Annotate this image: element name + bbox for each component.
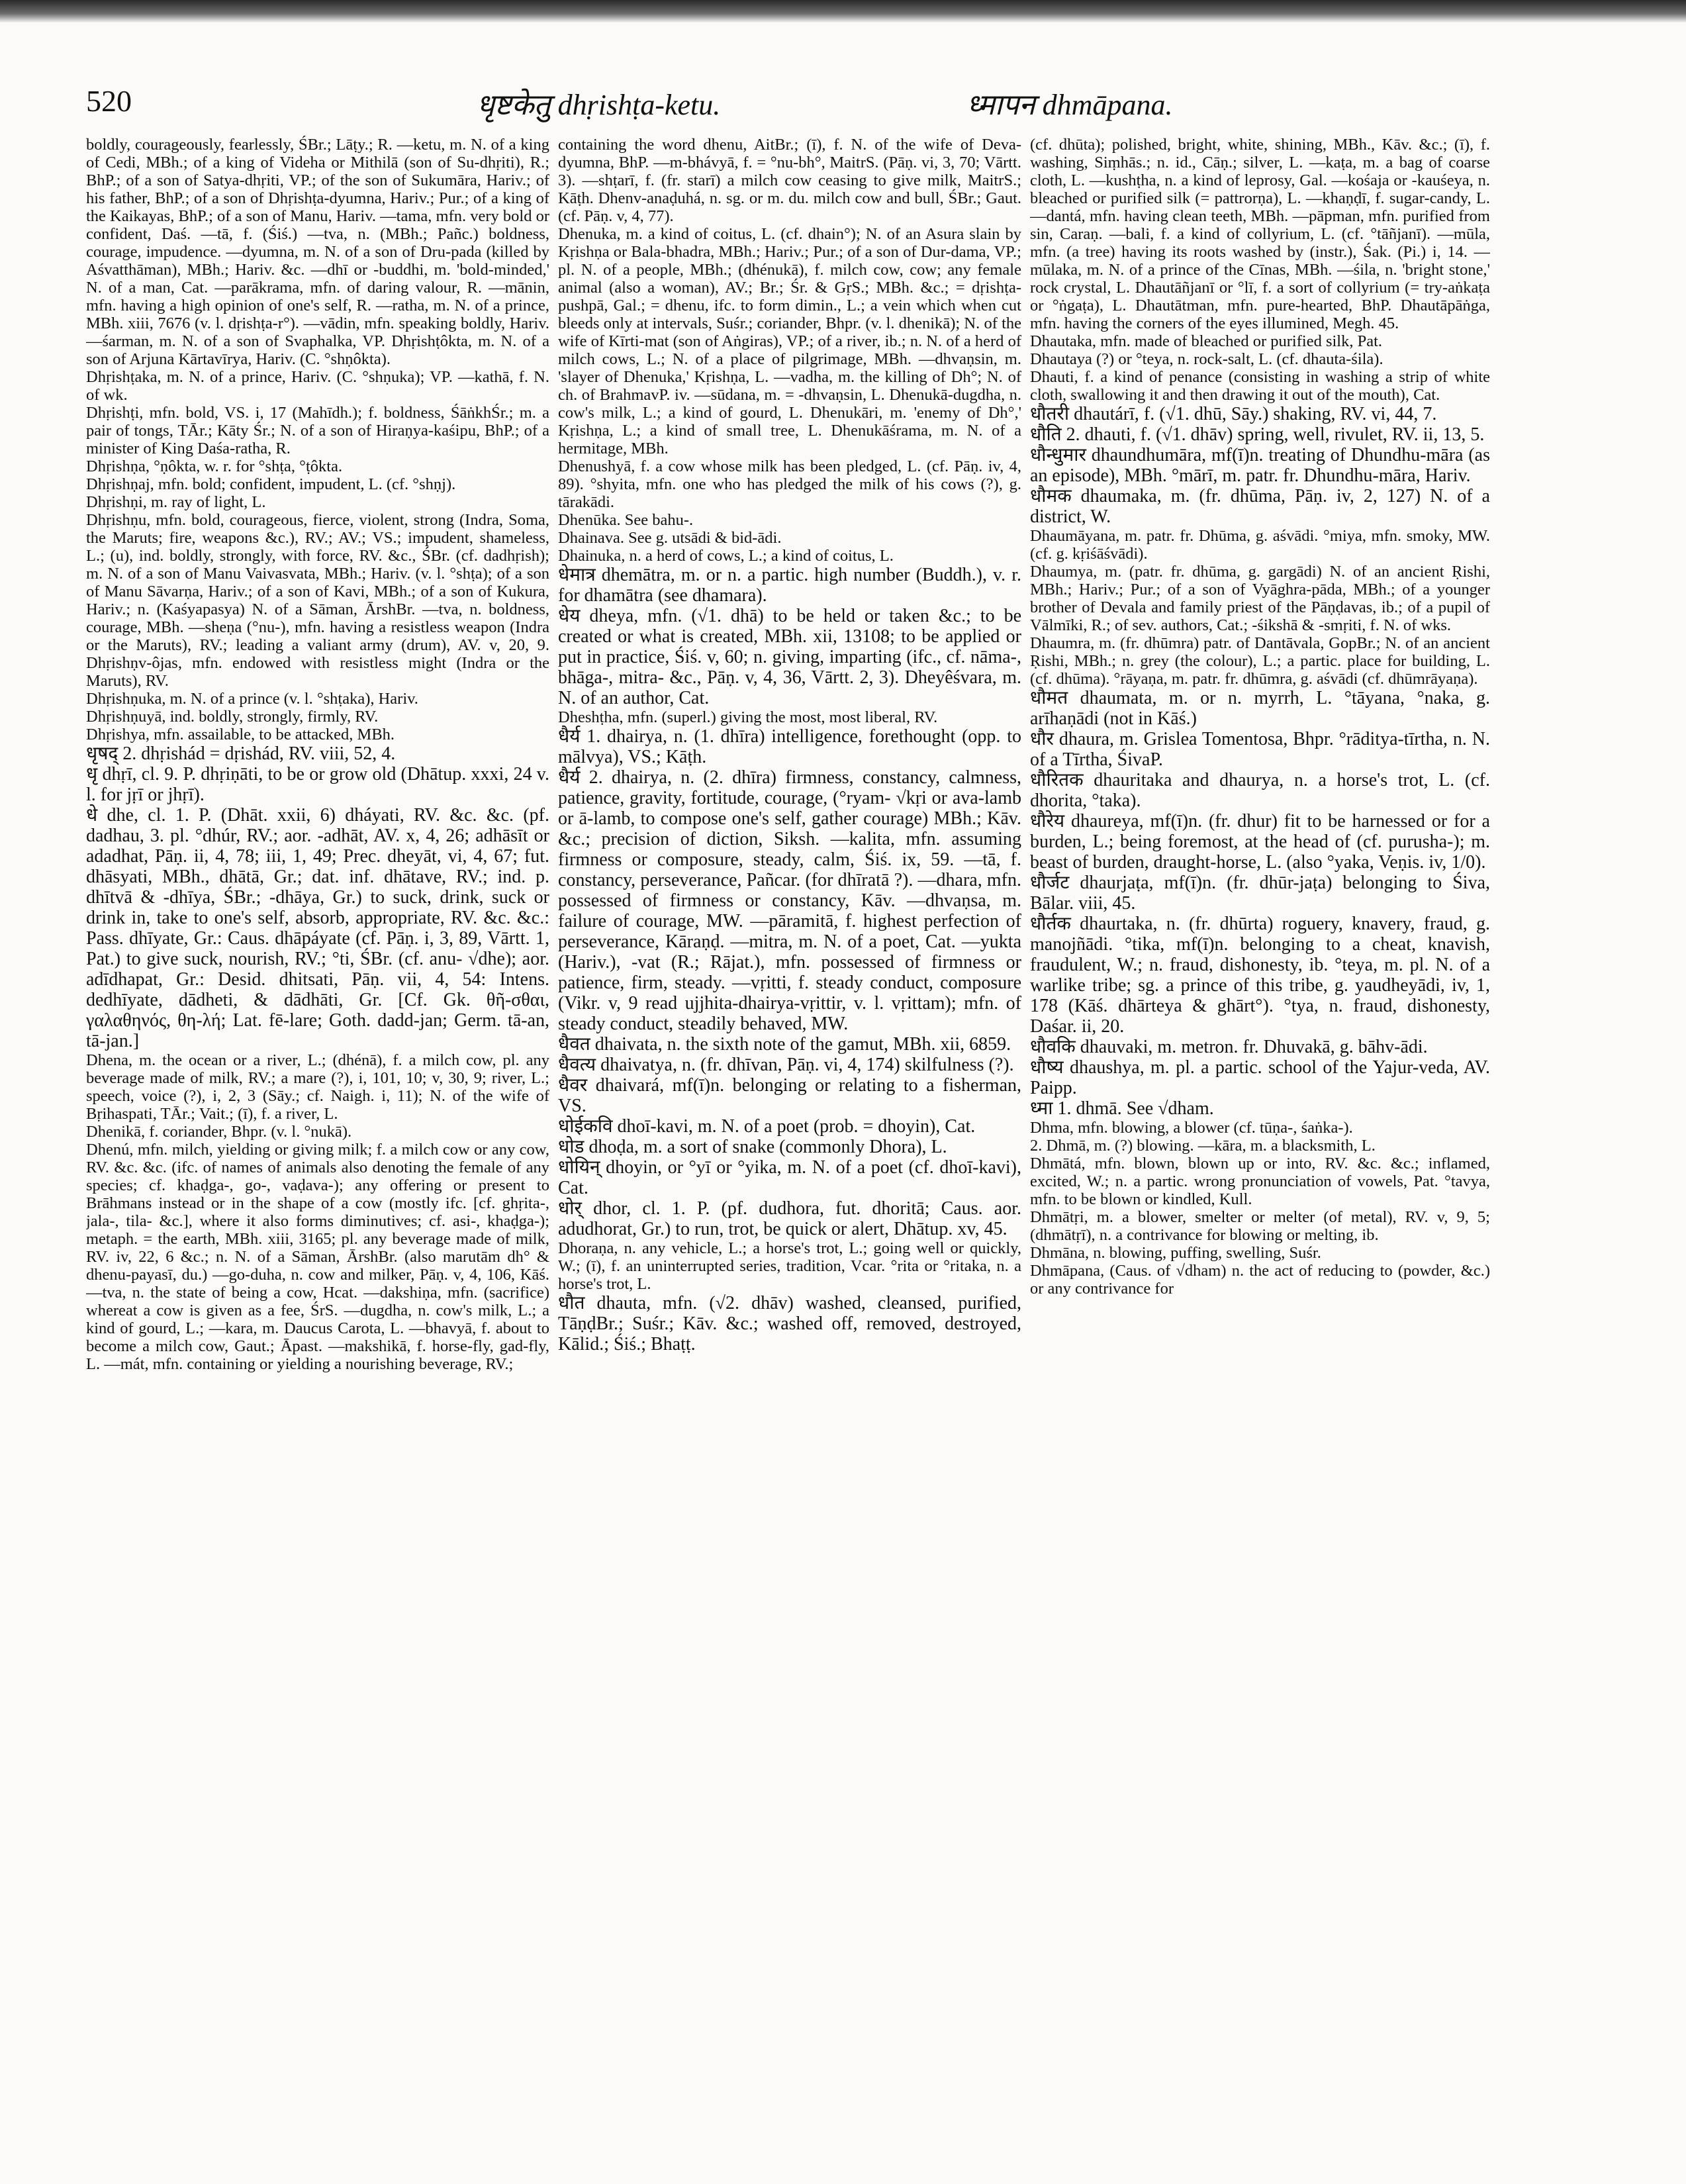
right-running-head: ध्मापन dhmāpana. [966,89,1173,121]
dictionary-entry: धौर dhaura, m. Grislea Tomentosa, Bhpr. °rāditya-tīrtha, n. N. of a Tīrtha, ŚivaP. [1030,729,1490,770]
dictionary-entry: Dhmātá, mfn. blown, blown up or into, RV. &c. &c.; inflamed, excited, W.; n. a partic. wrong pronunciation of vowels, Pat. °tavya, mfn. to be blown or kindled, Kull. [1030,1155,1490,1208]
dictionary-entry: boldly, courageously, fearlessly, ŚBr.; Lāṭy.; R. —ketu, m. N. of a king of Cedi, MBh.; of a king of Videha or Mithilā (son of Su-dhṛiti), R.; BhP.; of a son of Satya-dhṛiti, VP.; of the son of Sukumāra, Hariv.; of his father, BhP.; of a son of Dhṛishṭa-dyumna, Hariv.; Pur.; of a king of the Kaikayas, BhP.; of a son of Manu, Hariv. —tama, mfn. very bold or confident, Daś. —tā, f. (Śiś.) —tva, n. (MBh.; Pañc.) boldness, courage, impudence. —dyumna, m. N. of a son of Dru-pada (killed by Aśvatthāman), MBh.; Hariv. &c. —dhī or -buddhi, m. 'bold-minded,' N. of a man, Cat. —parākrama, mfn. of daring valour, R. —mānin, mfn. having a high opinion of one's self, R. —ratha, m. N. of a prince, MBh. xiii, 7676 (v. l. dṛishṭa-r°). —vādin, mfn. speaking boldly, Hariv. —śarman, m. N. of a son of Svaphalka, VP. Dhṛishṭôkta, m. N. of a son of Arjuna Kārtavīrya, Hariv. (C. °shṇôkta). [86,136,549,368]
dictionary-entry: Dhma, mfn. blowing, a blower (cf. tūṇa-, śaṅka-). [1030,1119,1353,1137]
dictionary-entry: 2. Dhmā, m. (?) blowing. —kāra, m. a blacksmith, L. [1030,1137,1376,1155]
dictionary-entry: containing the word dhenu, AitBr.; (ī), f. N. of the wife of Deva-dyumna, BhP. —m-bhávyā, f. = °nu-bh°, MaitrS. (Pāṇ. vi, 3, 70; Vārtt. 3). —shṭarī, f. (fr. starī) a milch cow ceasing to give milk, MaitrS.; Kāṭh. Dhenv-anaḍuhá, n. sg. or m. du. milch cow and bull, ŚBr.; Gaut. (cf. Pāṇ. v, 4, 77). [558,136,1021,225]
dictionary-entry: धौमत dhaumata, m. or n. myrrh, L. °tāyana, °naka, g. arīhaṇādi (not in Kāś.) [1030,688,1490,729]
dictionary-entry: धैवत्य dhaivatya, n. (fr. dhīvan, Pāṇ. vi, 4, 174) skilfulness (?). [558,1055,1014,1075]
dictionary-entry: (cf. dhūta); polished, bright, white, shining, MBh., Kāv. &c.; (ī), f. washing, Siṃhās.; n. id., Cāṇ.; silver, L. —kaṭa, m. a bag of coarse cloth, L. —kushṭha, n. a kind of leprosy, Gal. —kośaja or -kauśeya, n. bleached or purified silk (= pattrorṇa), L. —khaṇḍī, f. sugar-candy, L. —dantá, mfn. having clean teeth, MBh. —pāpman, mfn. purified from sin, Caraṇ. —bali, f. a kind of collyrium, L. (cf. °tāñjanī). —mūla, mfn. (a tree) having its roots washed by (instr.), Śak. (Pi.) i, 14. —mūlaka, m. N. of a prince of the Cīnas, MBh. —śila, n. 'bright stone,' rock crystal, L. Dhautāñjanī or °lī, f. a sort of collyrium (= try-aṅkaṭa or °ṅgaṭa), L. Dhautātman, mfn. pure-hearted, BhP. Dhautāpāṅga, mfn. having the corners of the eyes illumined, Megh. 45. [1030,136,1490,332]
dictionary-entry: Dhaumāyana, m. patr. fr. Dhūma, g. aśvādi. °miya, mfn. smoky, MW. (cf. g. kṛiśāśvādi). [1030,527,1490,563]
dictionary-entry: धौत dhauta, mfn. (√2. dhāv) washed, cleansed, purified, TāṇḍBr.; Suśr.; Kāv. &c.; washed off, removed, destroyed, Kālid.; Śiś.; Bhaṭṭ. [558,1293,1021,1354]
column-3 [1030,136,1490,2161]
dictionary-entry: धौति 2. dhauti, f. (√1. dhāv) spring, well, rivulet, RV. ii, 13, 5. [1030,424,1485,445]
dictionary-entry: धैर्य 1. dhairya, n. (1. dhīra) intelligence, forethought (opp. to mālvya), VS.; Kāṭh. [558,726,1021,767]
dictionary-entry: Dhṛishṇu, mfn. bold, courageous, fierce, violent, strong (Indra, Soma, the Maruts; fire, weapons &c.), RV.; AV.; VS.; impudent, shameless, L.; (u), ind. boldly, strongly, with force, RV. &c., ŚBr. (cf. dadhṛish); m. N. of a son of Manu Vaivasvata, MBh.; Hariv. (v. l. °shṭa); of a son of Manu Sāvarṇa, Hariv.; of a son of Kavi, MBh.; of a son of Kukura, Hariv.; n. (Kaśyapasya) N. of a Sāman, ĀrshBr. —tva, n. boldness, courage, MBh. —sheṇa (°nu-), mfn. having a resistless weapon (Indra or the Maruts), RV.; leading a valiant army (drum), AV. v, 20, 9. Dhṛishṇv-ôjas, mfn. endowed with resistless might (Indra or the Maruts), RV. [86,511,549,690]
dictionary-entry: Dhmāna, n. blowing, puffing, swelling, Suśr. [1030,1244,1321,1262]
dictionary-entry: धोयिन् dhoyin, or °yī or °yika, m. N. of a poet (cf. dhoī-kavi), Cat. [558,1157,1021,1198]
dictionary-entry: धैवत dhaivata, n. the sixth note of the gamut, MBh. xii, 6859. [558,1034,1011,1055]
dictionary-entry: धे dhe, cl. 1. P. (Dhāt. xxii, 6) dháyati, RV. &c. &c. (pf. dadhau, 3. pl. °dhúr, RV.; aor. -adhāt, AV. x, 4, 26; adhāsīt or adadhat, Pāṇ. ii, 4, 78; iii, 1, 49; Prec. dheyāt, vi, 4, 67; fut. dhāsyati, MBh., dhātā, Gr.; dat. inf. dhātave, RV.; ind. p. dhītvā & -dhīya, ŚBr.; -dhāya, Gr.) to suck, drink, suck or drink in, take to one's self, absorb, appropriate, RV. &c. &c.: Pass. dhīyate, Gr.: Caus. dhāpáyate (cf. Pāṇ. i, 3, 89, Vārtt. 1, Pat.) to give suck, nourish, RV.; °ti, ŚBr. (cf. anu- √dhe); aor. adīdhapat, Gr.: Desid. dhitsati, Pāṇ. vii, 4, 54: Intens. dedhīyate, dādheti, & dādhāti, Gr. [Cf. Gk. θῆ-σθαι, γαλαθηνός, θη-λή; Lat. fē-lare; Goth. dadd-jan; Germ. tā-an, tā-jan.] [86,805,549,1051]
dictionary-entry: Dhenūka. See bahu-. [558,511,694,529]
dictionary-entry: धौवकि dhauvaki, m. metron. fr. Dhuvakā, g. bāhv-ādi. [1030,1037,1428,1057]
dictionary-entry: धौरेय dhaureya, mf(ī)n. (fr. dhur) fit to be harnessed or for a burden, L.; being foremost, at the head of (cf. purusha-); m. beast of burden, draught-horse, L. (also °yaka, Veṇis. iv, 1/0). [1030,811,1490,873]
dictionary-entry: धौर्तक dhaurtaka, n. (fr. dhūrta) roguery, knavery, fraud, g. manojñādi. °tika, mf(ī)n. belonging to a cheat, knavish, fraudulent, W.; n. fraud, dishonesty, ib. °teya, m. pl. N. of a warlike tribe; sg. a prince of this tribe, g. yaudheyādi, iv, 1, 178 (Kāś. dhārteya & ghārt°). °tya, n. fraud, dishonesty, Daśar. ii, 20. [1030,914,1490,1037]
dictionary-entry: Dhainuka, n. a herd of cows, L.; a kind of coitus, L. [558,547,894,565]
dictionary-entry: धौमक dhaumaka, m. (fr. dhūma, Pāṇ. iv, 2, 127) N. of a district, W. [1030,486,1490,527]
dictionary-entry: Dhṛishṭi, mfn. bold, VS. i, 17 (Mahīdh.); f. boldness, ŚāṅkhŚr.; m. a pair of tongs, TĀr.; Kāty Śr.; N. of a son of Hiraṇya-kaśipu, BhP.; of a minister of King Daśa-ratha, R. [86,404,549,457]
dictionary-entry: Dhṛishya, mfn. assailable, to be attacked, MBh. [86,726,395,743]
dictionary-entry: धौतरी dhautárī, f. (√1. dhū, Sāy.) shaking, RV. vi, 44, 7. [1030,404,1437,424]
dictionary-entry: Dhenushyā, f. a cow whose milk has been pledged, L. (cf. Pāṇ. iv, 4, 89). °shyita, mfn. one who has pledged the milk of his cows (?), g. tārakādi. [558,457,1021,511]
column-1 [86,136,549,2161]
dictionary-entry: Dhmātṛi, m. a blower, smelter or melter (of metal), RV. v, 9, 5; (dhmātṛī), n. a contrivance for blowing or melting, ib. [1030,1208,1490,1244]
dictionary-entry: धौष्य dhaushya, m. pl. a partic. school of the Yajur-veda, AV. Paipp. [1030,1057,1490,1098]
dictionary-entry: धोड dhoḍa, m. a sort of snake (commonly Dhora), L. [558,1137,947,1157]
dictionary-entry: Dhaumra, m. (fr. dhūmra) patr. of Dantāvala, GopBr.; N. of an ancient Ṛishi, MBh.; n. grey (the colour), L.; a partic. place for building, L. (cf. dhūma). °rāyaṇa, m. patr. fr. dhūmra, g. aśvādi (cf. dhūmrāyaṇa). [1030,634,1490,688]
dictionary-entry: धेमात्र dhemātra, m. or n. a partic. high number (Buddh.), v. r. for dhamātra (see dhamara). [558,565,1021,606]
dictionary-entry: धृ dhṛī, cl. 9. P. dhṛiṇāti, to be or grow old (Dhātup. xxxi, 24 v. l. for jṛī or jhṛī). [86,764,549,805]
scan-top-shadow [0,0,1686,23]
dictionary-entry: धैवर dhaivará, mf(ī)n. belonging or relating to a fisherman, VS. [558,1075,1021,1116]
dictionary-entry: धौरितक dhauritaka and dhaurya, n. a horse's trot, L. (cf. dhorita, °taka). [1030,770,1490,811]
dictionary-entry: Dhṛishṭaka, m. N. of a prince, Hariv. (C. °shṇuka); VP. —kathā, f. N. of wk. [86,368,549,404]
dictionary-entry: Dhmāpana, (Caus. of √dham) n. the act of reducing to (powder, &c.) or any contrivance for [1030,1262,1490,1298]
page-number: 520 [86,84,132,118]
page-header [86,83,1562,123]
dictionary-entry: धैर्य 2. dhairya, n. (2. dhīra) firmness, constancy, calmness, patience, gravity, fortitude, courage, (°ryam- √kṛi or ava-lamb or ā-lamb, to compose one's self, gather courage) MBh.; Kāv. &c.; precision of diction, Siksh. —kalita, mfn. assuming firmness or composure, steady, calm, Śiś. ix, 59. —tā, f. constancy, perseverance, Pañcar. (for dhīratā ?). —dhara, mfn. possessed of firmness or constancy, Kāv. —dhvaṇsa, m. failure of courage, MW. —pāramitā, f. highest perfection of perseverance, Kāraṇḍ. —mitra, m. N. of a poet, Cat. —yukta (Hariv.), -vat (R.; Rājat.), mfn. possessed of firmness or patience, firm, steady. —vṛitti, f. steady conduct, composure (Vikr. v, 9 read ujjhita-dhairya-vṛittir, v. l. vṛittam); mfn. of steady conduct, steadily behaved, MW. [558,767,1021,1034]
dictionary-entry: Dhena, m. the ocean or a river, L.; (dhénā), f. a milch cow, pl. any beverage made of milk, RV.; a mare (?), i, 101, 10; v, 30, 9; river, L.; speech, voice (?), i, 2, 3 (Sāy.; cf. Naigh. i, 11); N. of the wife of Bṛihaspati, TĀr.; Vait.; (ī), f. a river, L. [86,1051,549,1123]
dictionary-entry: धौन्धुमार dhaundhumāra, mf(ī)n. treating of Dhundhu-māra (as an episode), MBh. °mārī, m. patr. fr. Dhundhu-māra, Hariv. [1030,445,1490,486]
dictionary-entry: Dhaumya, m. (patr. fr. dhūma, g. gargādi) N. of an ancient Ṛishi, MBh.; Hariv.; Pur.; of a son of Vyāghra-pāda, MBh.; of a younger brother of Devala and family priest of the Pāṇḍavas, ib.; of a pupil of Vālmīki, R.; of sev. authors, Cat.; -śikshā & -smṛiti, f. N. of wks. [1030,563,1490,634]
dictionary-entry: Dhṛishṇaj, mfn. bold; confident, impudent, L. (cf. °shṇj). [86,475,456,493]
dictionary-entry: धृषद् 2. dhṛishád = dṛishád, RV. viii, 52, 4. [86,743,396,764]
dictionary-entry: धेय dheya, mfn. (√1. dhā) to be held or taken &c.; to be created or what is created, MBh. xii, 13108; to be applied or put in practice, Śiś. v, 60; n. giving, imparting (ifc., cf. nāma-, bhāga-, mitra- &c., Pāṇ. v, 4, 36, Vārtt. 2, 3). Dheyêśvara, m. N. of an author, Cat. [558,606,1021,708]
column-2 [558,136,1021,2161]
dictionary-entry: ध्मा 1. dhmā. See √dham. [1030,1098,1214,1119]
dictionary-entry: Dheshṭha, mfn. (superl.) giving the most, most liberal, RV. [558,708,938,726]
left-running-head: धृष्टकेतु dhṛishṭa-ketu. [477,89,721,121]
dictionary-entry: धोर् dhor, cl. 1. P. (pf. dudhora, fut. dhoritā; Caus. aor. adudhorat, Gr.) to run, trot, be quick or alert, Dhātup. xv, 45. [558,1198,1021,1239]
dictionary-entry: Dhenuka, m. a kind of coitus, L. (cf. dhain°); N. of an Asura slain by Kṛishṇa or Bala-bhadra, MBh.; Hariv.; Pur.; of a son of Dur-dama, VP.; pl. N. of a people, MBh.; (dhénukā), f. milch cow, cow; any female animal (also a woman), AV.; Br.; Śr. & GṛS.; MBh. &c.; = dṛishṭa-pushpā, Gal.; = dhenu, ifc. to form dimin., L.; a vein which when cut bleeds only at intervals, Suśr.; coriander, Bhpr. (v. l. dhenikā); N. of the wife of Kīrti-mat (son of Aṅgiras), VP.; of a river, ib.; n. N. of a herd of milch cows, L.; N. of a place of pilgrimage, MBh. —dhvaṇsin, m. 'slayer of Dhenuka,' Kṛishṇa, L. —vadha, m. the killing of Dh°; N. of ch. of BrahmavP. iv. —sūdana, m. = -dhvaṇsin, L. Dhenukā-dugdha, n. cow's milk, L.; a kind of gourd, L. Dhenukāri, m. 'enemy of Dh°,' Kṛishṇa, L.; a kind of small tree, L. Dhenukāśrama, m. N. of a hermitage, MBh. [558,225,1021,457]
dictionary-entry: Dhṛishṇa, °ṇôkta, w. r. for °shṭa, °ṭôkta. [86,457,343,475]
dictionary-entry: Dhṛishṇi, m. ray of light, L. [86,493,266,511]
dictionary-entry: Dhautaka, mfn. made of bleached or purified silk, Pat. [1030,332,1383,350]
dictionary-entry: Dhoraṇa, n. any vehicle, L.; a horse's trot, L.; going well or quickly, W.; (ī), f. an uninterrupted series, tradition, Vcar. °rita or °ritaka, n. a horse's trot, L. [558,1239,1021,1293]
dictionary-entry: Dhṛishṇuka, m. N. of a prince (v. l. °shṭaka), Hariv. [86,690,418,708]
dictionary-entry: धौर्जट dhaurjaṭa, mf(ī)n. (fr. dhūr-jaṭa) belonging to Śiva, Bālar. viii, 45. [1030,873,1490,914]
dictionary-entry: Dhautaya (?) or °teya, n. rock-salt, L. (cf. dhauta-śila). [1030,350,1383,368]
dictionary-entry: Dhainava. See g. utsādi & bid-ādi. [558,529,782,547]
dictionary-entry: Dhṛishṇuyā, ind. boldly, strongly, firmly, RV. [86,708,379,726]
dictionary-entry: Dhenú, mfn. milch, yielding or giving milk; f. a milch cow or any cow, RV. &c. &c. (ifc. of names of animals also denoting the female of any species; cf. khaḍga-, go-, vaḍava-); any offering or present to Brāhmans instead or in the shape of a cow (mostly ifc. [cf. ghṛita-, jala-, tila- &c.], where it also forms diminutives; cf. asi-, khaḍga-); metaph. = the earth, MBh. xiii, 3165; pl. any beverage made of milk, RV. iv, 22, 6 &c.; n. N. of a Sāman, ĀrshBr. (also marutām dh° & dhenu-payasī, du.) —go-duha, n. cow and milker, Pāṇ. v, 4, 106, Kāś. —tva, n. the state of being a cow, Hcat. —dakshiṇa, mfn. (sacrifice) whereat a cow is given as a fee, ŚrS. —dugdha, n. cow's milk, L.; a kind of gourd, L.; —kara, m. Daucus Carota, L. —bhavyā, f. about to become a milch cow, Gaut.; Āpast. —makshikā, f. horse-fly, gad-fly, L. —mát, mfn. containing or yielding a nourishing beverage, RV.; [86,1141,549,1373]
dictionary-entry: धोईकवि dhoī-kavi, m. N. of a poet (prob. = dhoyin), Cat. [558,1116,976,1137]
dictionary-entry: Dhauti, f. a kind of penance (consisting in washing a strip of white cloth, swallowing it and then drawing it out of the mouth), Cat. [1030,368,1490,404]
dictionary-entry: Dhenikā, f. coriander, Bhpr. (v. l. °nukā). [86,1123,352,1141]
